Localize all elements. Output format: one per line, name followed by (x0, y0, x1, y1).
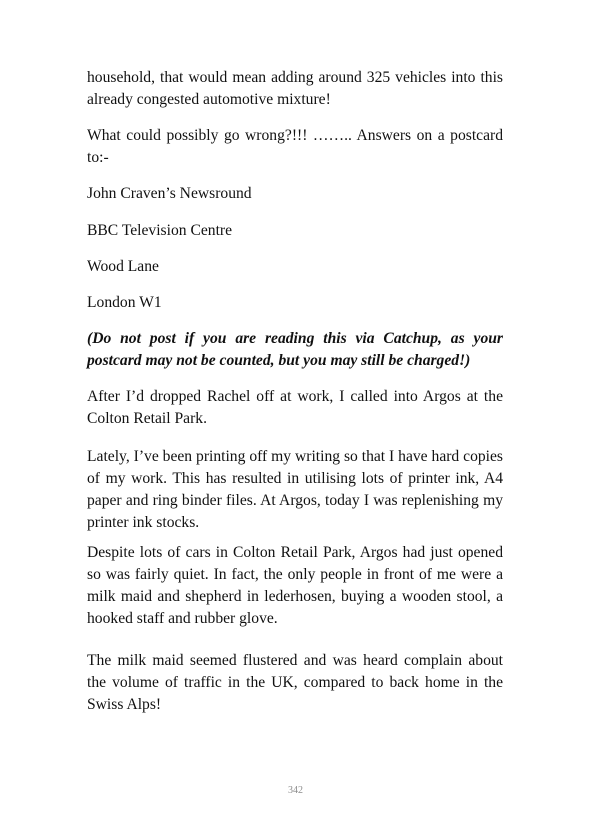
paragraph-text: Despite lots of cars in Colton Retail Park, Argos had just opened so was fairly quiet. In fact, the only people in front of me were a milk maid and shepherd in lederhosen, buying a wooden stool, a hooked staff and rubber glove. (87, 544, 503, 627)
paragraph-text: household, that would mean adding around 325 vehicles into this already congested automotive mixture! (87, 69, 503, 108)
paragraph-colton-retail-park (87, 542, 503, 630)
paragraph-argos-visit (87, 386, 503, 430)
paragraph-text: After I’d dropped Rachel off at work, I called into Argos at the Colton Retail Park. (87, 388, 503, 427)
address-text: John Craven’s Newsround (87, 185, 252, 202)
paragraph-congested-traffic (87, 67, 503, 111)
paragraph-printing (87, 446, 503, 534)
address-line-4 (87, 292, 503, 314)
address-line-2 (87, 220, 503, 242)
address-line-3 (87, 256, 503, 278)
disclaimer-text: (Do not post if you are reading this via Catchup, as your postcard may not be counted, but you may still be charged!) (87, 330, 503, 369)
paragraph-text: Lately, I’ve been printing off my writing so that I have hard copies of my work. This has resulted in utilising lots of printer ink, A4 paper and ring binder files. At Argos, today I was replenishing my printer ink stocks. (87, 448, 503, 531)
paragraph-text: The milk maid seemed flustered and was heard complain about the volume of traffic in the UK, compared to back home in the Swiss Alps! (87, 652, 503, 713)
catchup-disclaimer (87, 328, 503, 372)
address-text: London W1 (87, 294, 162, 311)
address-text: BBC Television Centre (87, 222, 233, 239)
paragraph-text: What could possibly go wrong?!!! …….. Answers on a postcard to:- (87, 127, 503, 166)
paragraph-milk-maid (87, 650, 503, 716)
address-text: Wood Lane (87, 258, 159, 275)
address-line-1 (87, 183, 503, 205)
page-number: 342 (288, 785, 303, 796)
paragraph-what-could-go-wrong (87, 125, 503, 169)
